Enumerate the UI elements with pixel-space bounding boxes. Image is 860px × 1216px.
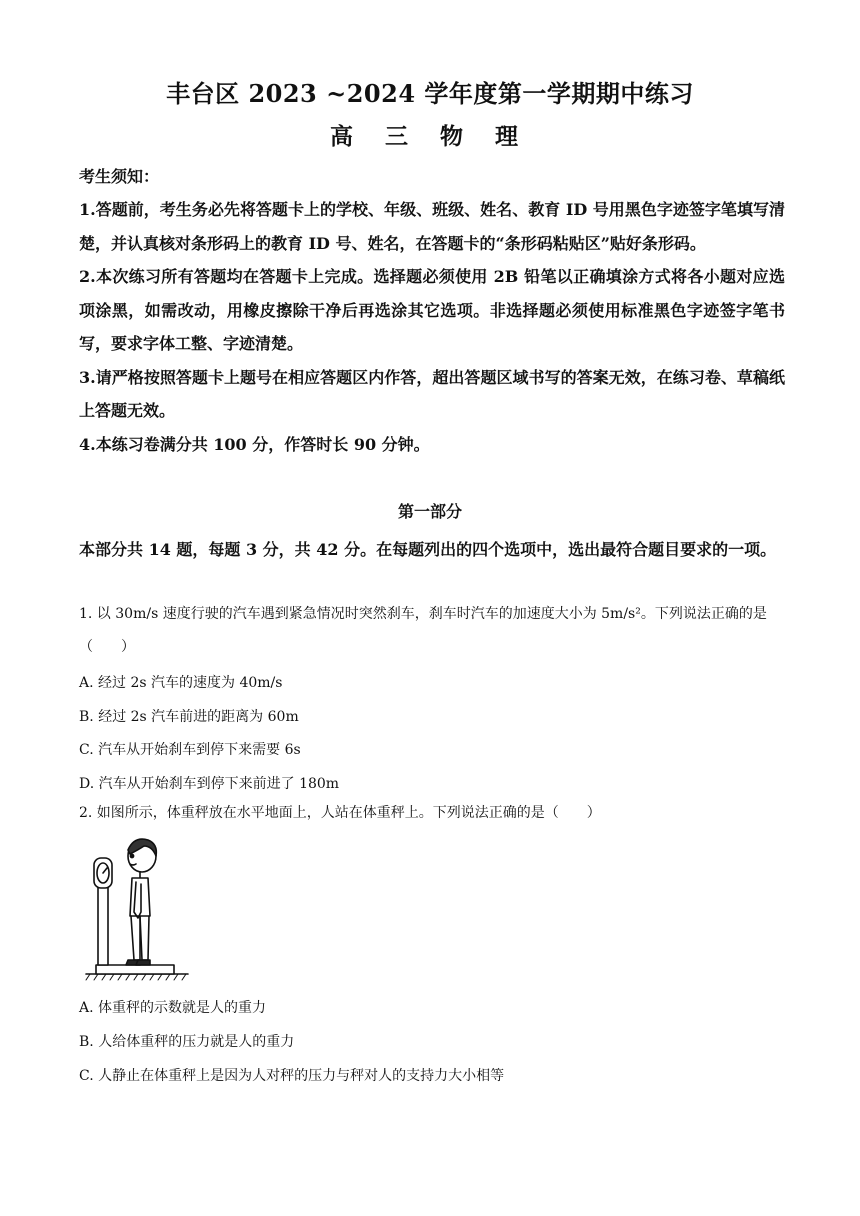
question-1-option-b: B. 经过 2s 汽车前进的距离为 60m: [79, 709, 299, 725]
question-2-option-b: B. 人给体重秤的压力就是人的重力: [79, 1034, 295, 1050]
question-1-option-a: A. 经过 2s 汽车的速度为 40m/s: [79, 675, 283, 691]
part-title: 第一部分: [397, 502, 462, 521]
notice-item-3: 3.请严格按照答题卡上题号在相应答题区内作答，超出答题区域书写的答案无效，在练习卷、草稿纸上答题无效。: [79, 367, 785, 420]
question-2-stem: 2. 如图所示，体重秤放在水平地面上，人站在体重秤上。下列说法正确的是（ ）: [79, 805, 601, 821]
exam-title: 丰台区 2023 ~2024 学年度第一学期期中练习: [166, 79, 694, 108]
question-2-option-c: C. 人静止在体重秤上是因为人对秤的压力与秤对人的支持力大小相等: [79, 1068, 505, 1084]
question-1-option-d: D. 汽车从开始刹车到停下来前进了 180m: [79, 776, 340, 792]
notice-item-4: 4.本练习卷满分共 100 分，作答时长 90 分钟。: [79, 434, 430, 454]
notice-heading: 考生须知：: [79, 167, 160, 186]
part-description: 本部分共 14 题，每题 3 分，共 42 分。在每题列出的四个选项中，选出最符合题目要求的一项。: [79, 540, 777, 559]
person-on-scale-illustration: [84, 834, 194, 982]
notice-item-2: 2.本次练习所有答题均在答题卡上完成。选择题必须使用 2B 铅笔以正确填涂方式将各小题对应选项涂黑，如需改动，用橡皮擦除干净后再选涂其它选项。非选择题必须使用标准黑色字迹签字笔书写，要求字体工整、字迹清楚。: [79, 267, 785, 353]
notice-item-1: 1.答题前，考生务必先将答题卡上的学校、年级、班级、姓名、教育 ID 号用黑色字迹签字笔填写清楚，并认真核对条形码上的教育 ID 号、姓名，在答题卡的“条形码粘贴区”贴好条形码。: [79, 200, 785, 253]
question-1-stem: 1. 以 30m/s 速度行驶的汽车遇到紧急情况时突然刹车，刹车时汽车的加速度大小为 5m/s²。下列说法正确的是（ ）: [79, 606, 767, 655]
exam-subject: 高 三 物 理: [329, 123, 531, 150]
notice-list: [79, 193, 785, 461]
question-1-option-c: C. 汽车从开始刹车到停下来需要 6s: [79, 742, 301, 758]
question-2-option-a: A. 体重秤的示数就是人的重力: [79, 1000, 267, 1016]
